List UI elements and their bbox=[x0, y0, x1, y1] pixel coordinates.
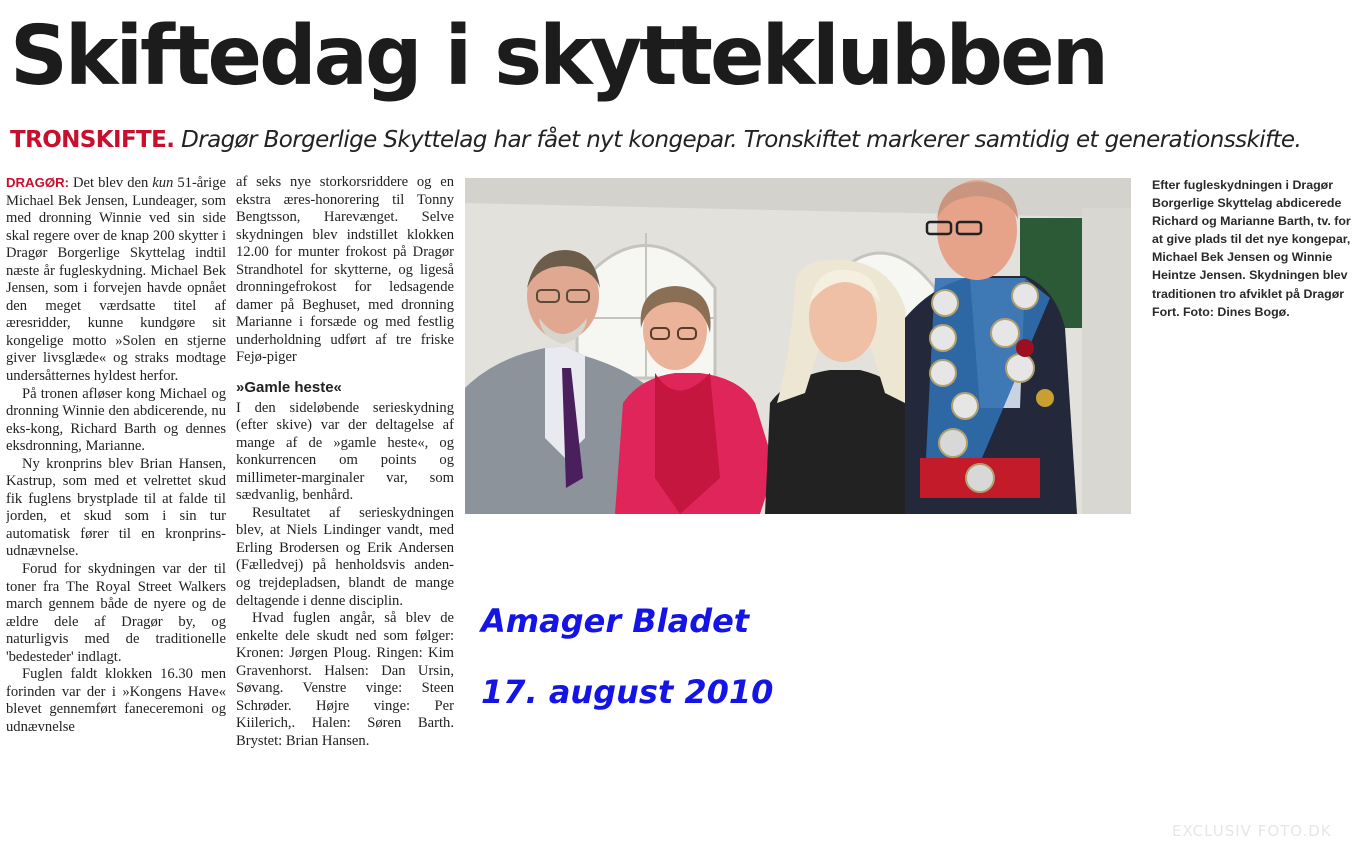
subheading: »Gamle heste« bbox=[236, 379, 342, 397]
paragraph: På tronen afløser kong Michael og dronning Winnie den abdicerende, nu eks-kong, Richard Barth og dennes eksdronning, Marianne. bbox=[6, 385, 226, 455]
paragraph: Fuglen faldt klokken 16.30 men forinden var der i »Kongens Have« blevet gennemført faneceremoni og udnævnelse bbox=[6, 666, 226, 735]
watermark-logo: EXCLUSIV FOTO.DK bbox=[1172, 822, 1332, 840]
paragraph-text: 51-årige Michael Bek Jensen, Lundeager, som med dronning Winnie ved sin side skal regere over de knap 200 skytter i Dragør Borgerlige Skyttelag indtil næste år fugleskydning. Michael Bek Jensen, som i forvejen havde opnået den meget værdsatte titel af æresridder, kunne kundgøre sit kongelige motto »Solen en stjerne giver livsglæde« og straks modtage undersåtternes hyldest herfor. bbox=[6, 175, 226, 385]
paragraph: Resultatet af serieskydningen blev, at Niels Lindinger vandt, med Erling Brodersen og Erik Andersen (Fælledvej) på henholdsvis anden- og trejdepladsen, blandt de mange deltagende i denne disciplin. bbox=[236, 504, 454, 609]
paragraph: Ny kronprins blev Brian Hansen, Kastrup, som med et velrettet skud fik fuglens brystplade til at falde til jorden, et skud som i sin tur automatisk fører til en kronprins-udnævnelse. bbox=[6, 455, 226, 560]
deck bbox=[10, 120, 1360, 160]
paragraph: af seks nye storkorsriddere og en ekstra æres-honorering til Tonny Bengtsson, Harevænget. Selve skydningen blev indstillet klokken 12.00 for munter frokost på Dragør Strandhotel for skytterne, og ligeså dronningefrokost for ledsagende damer på Beghuset, med dronning Marianne i forsæde og med festlig underholdning udført af tre friske Fejø-piger bbox=[236, 174, 454, 366]
kicker: TRONSKIFTE. bbox=[10, 127, 175, 153]
publication-name: Amager Bladet bbox=[481, 602, 750, 640]
paragraph bbox=[6, 174, 226, 386]
paragraph: I den sideløbende serieskydning (efter skive) var der deltagelse af mange af de »gamle heste«, og konkurrencen om points og millimeter-marginaler var, som sædvanlig, benhård. bbox=[236, 399, 454, 504]
byline: DRAGØR: bbox=[6, 175, 70, 190]
photo-illustration bbox=[465, 178, 1131, 514]
news-photo bbox=[465, 178, 1131, 514]
article-column-2 bbox=[236, 174, 454, 864]
emphasis-text: kun bbox=[152, 175, 174, 191]
publication-date: 17. august 2010 bbox=[481, 673, 774, 711]
headline: Skiftedag i skytteklubben bbox=[10, 9, 1106, 104]
photo-caption: Efter fugleskydningen i Dragør Borgerlige Skyttelag abdicerede Richard og Marianne Barth, tv. for at give plads til det nye kongepar, Michael Bek Jensen og Winnie Heintze Jensen. Skydningen blev traditionen tro afviklet på Dragør Fort. Foto: Dines Bogø. bbox=[1152, 178, 1351, 319]
paragraph: Hvad fuglen angår, så blev de enkelte dele skudt ned som følger: Kronen: Jørgen Ploug. Ringen: Kim Gravenhorst. Halsen: Dan Ursin, Søvang. Venstre vinge: Steen Schrøder. Højre vinge: Per Kiilerich,. Halen: Søren Barth. Brystet: Brian Hansen. bbox=[236, 610, 454, 749]
paragraph-text: Det blev den bbox=[73, 175, 153, 191]
article-column-1 bbox=[6, 174, 226, 864]
paragraph: Forud for skydningen var der til toner fra The Royal Street Walkers march gennem både de nyere og de ældre dele af Dragør by, og naturligvis med de traditionelle 'bedesteder' indlagt. bbox=[6, 561, 226, 665]
deck-text: Dragør Borgerlige Skyttelag har fået nyt kongepar. Tronskiftet markerer samtidig et generationsskifte. bbox=[181, 127, 1302, 153]
